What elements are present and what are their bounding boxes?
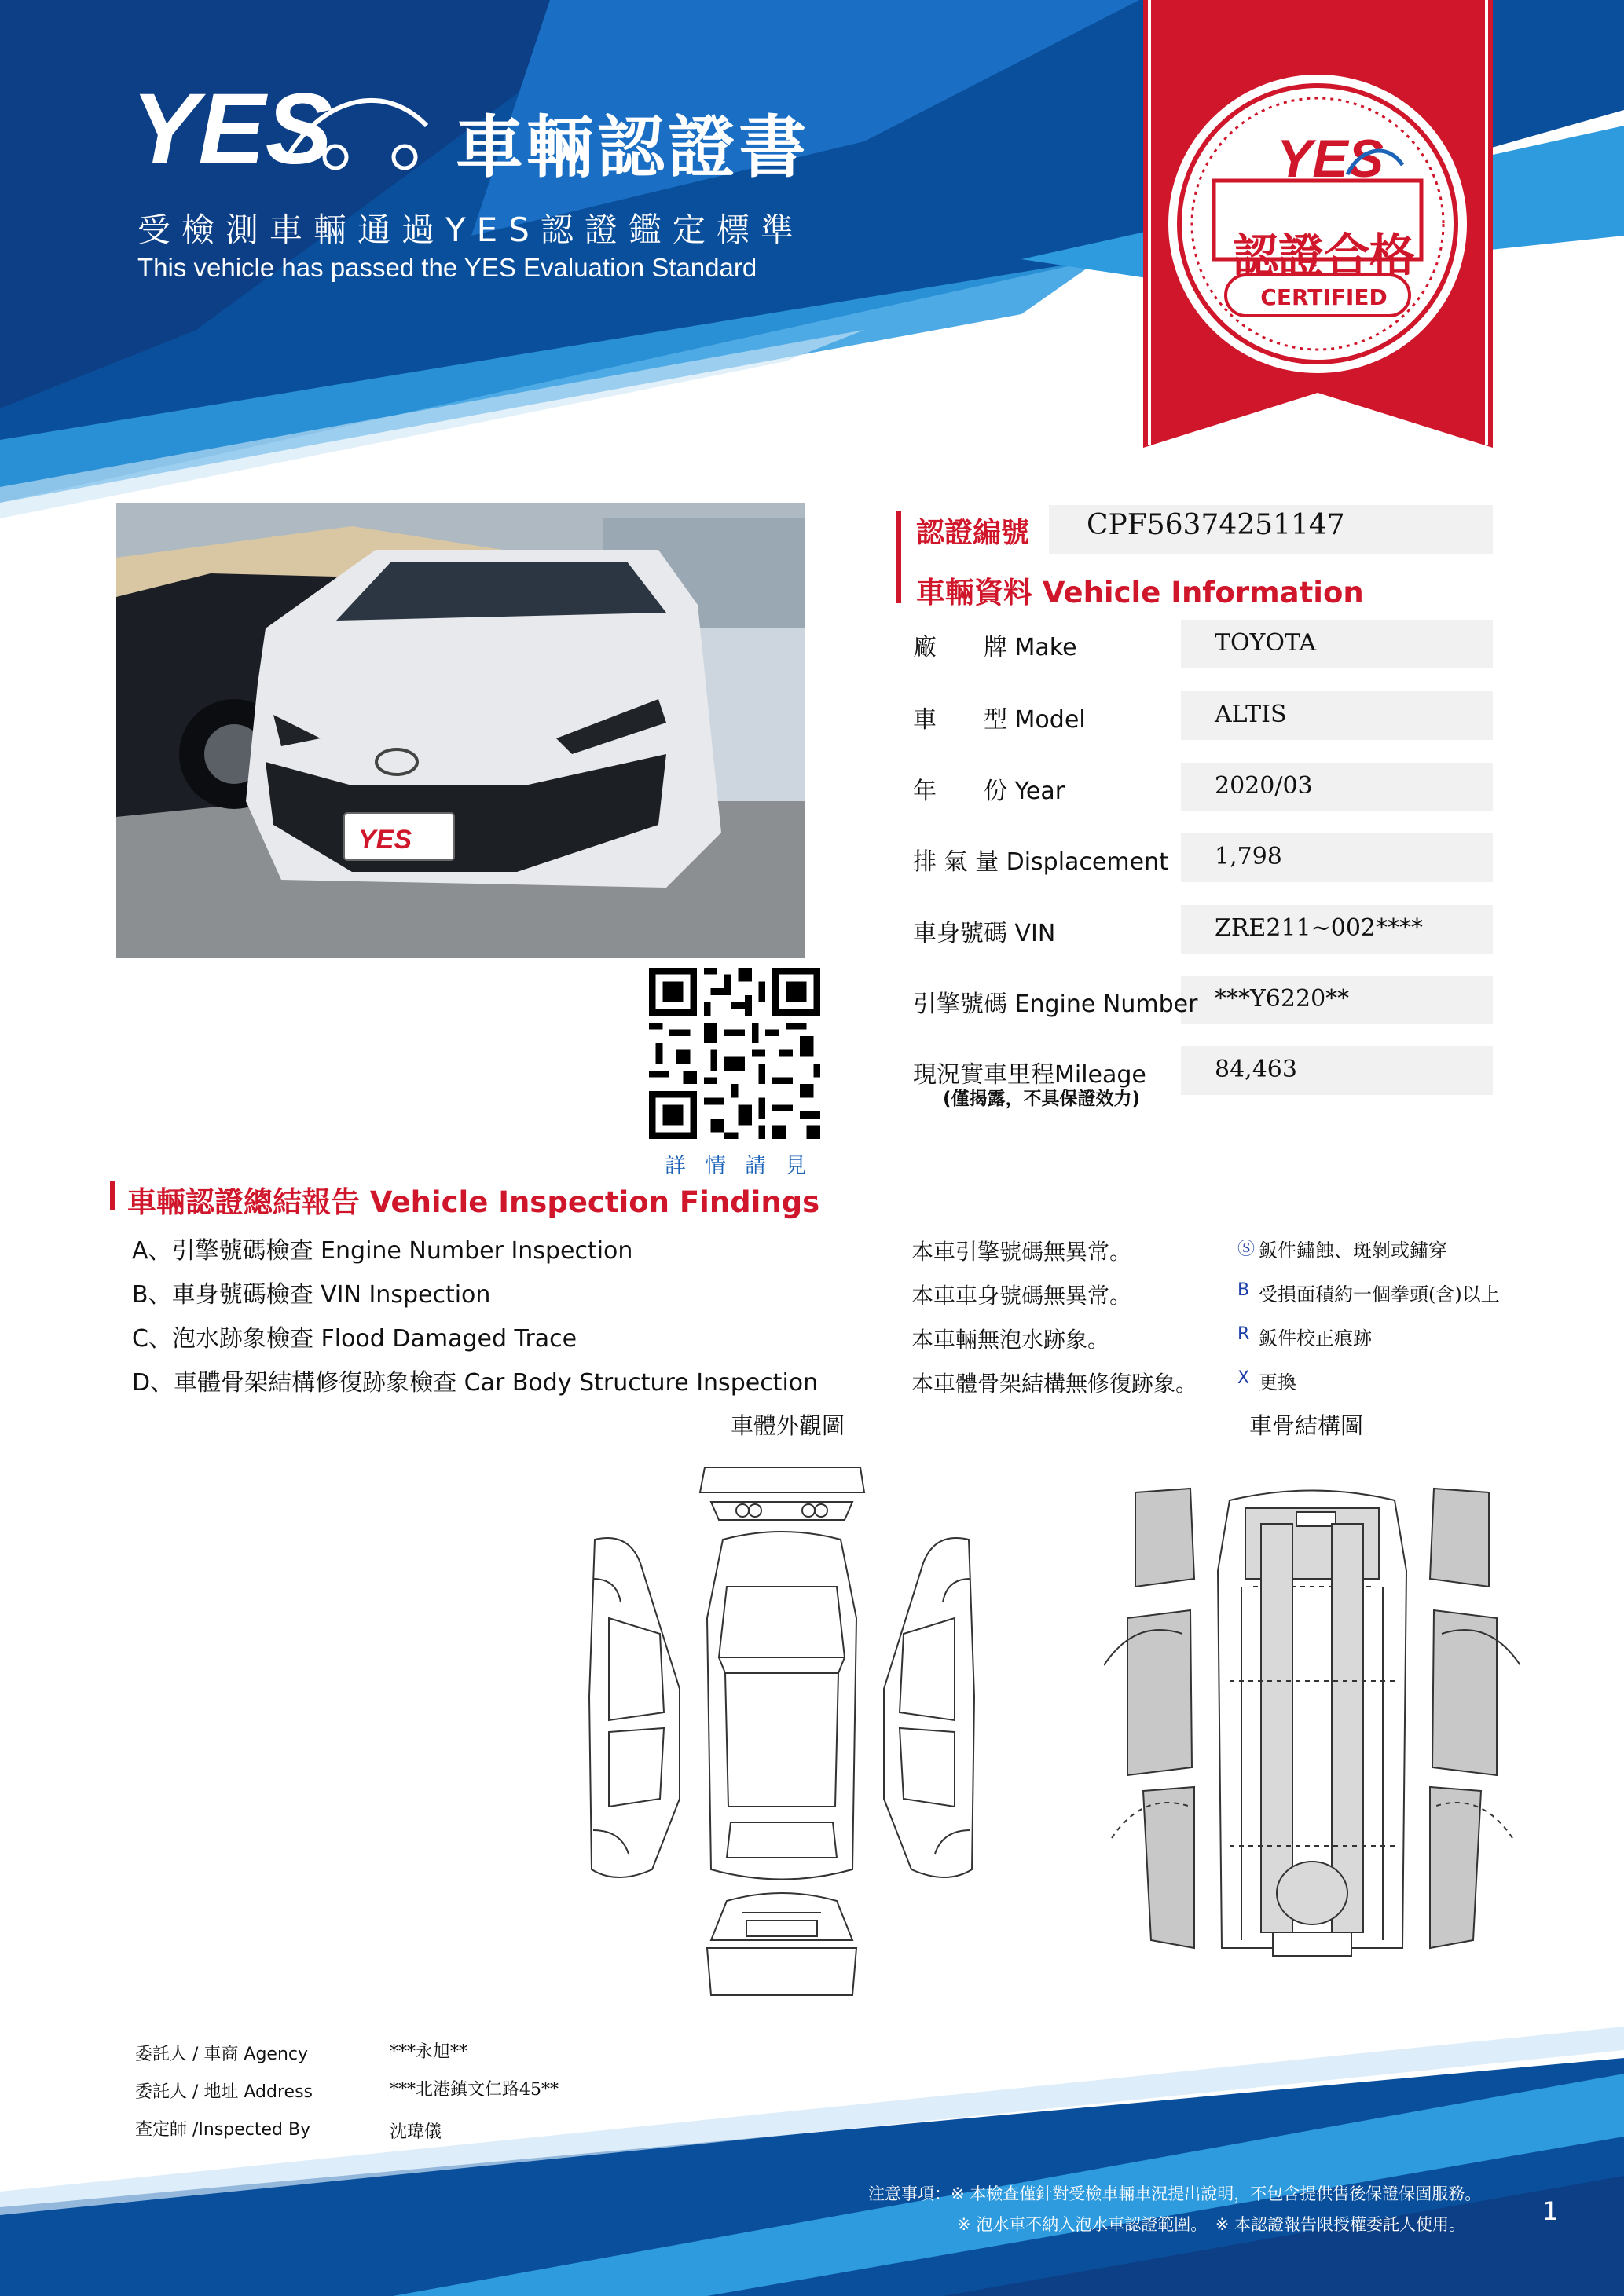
info-label-vin: 車身號碼 VIN [913, 920, 1056, 947]
vehicle-info-title: 車輛資料 Vehicle Information [916, 576, 1364, 610]
finding-label-d: D、車體骨架結構修復跡象檢查 Car Body Structure Inspection [132, 1369, 819, 1397]
finding-result-d: 本車體骨架結構無修復跡象。 [911, 1371, 1198, 1397]
legend-text-s: 鈑件鏽蝕、斑剝或鏽穿 [1259, 1240, 1447, 1262]
address-value: ***北港鎮文仁路45** [390, 2080, 559, 2100]
page-title: 車輛認證書 [456, 108, 809, 187]
legend-text-r: 鈑件校正痕跡 [1259, 1327, 1372, 1349]
subtitle-chinese: 受檢測車輛通過YES認證鑑定標準 [137, 211, 805, 249]
exterior-diagram-title: 車體外觀圖 [731, 1412, 845, 1439]
inspector-label: 查定師 /Inspected By [135, 2120, 311, 2140]
section-marker [110, 1181, 115, 1210]
info-label-make: 廠 牌 Make [913, 634, 1077, 661]
legend-symbol-x: X [1237, 1368, 1250, 1388]
info-value-displacement: 1,798 [1215, 843, 1282, 870]
finding-label-b: B、車身號碼檢查 VIN Inspection [132, 1281, 491, 1309]
info-label-displacement: 排 氣 量 Displacement [913, 848, 1168, 876]
findings-title: 車輛認證總結報告 Vehicle Inspection Findings [127, 1185, 820, 1219]
agency-label: 委託人 / 車商 Agency [135, 2045, 309, 2064]
legend-text-b: 受損面積約一個拳頭(含)以上 [1259, 1283, 1500, 1305]
info-label-year: 年 份 Year [913, 778, 1065, 805]
finding-label-a: A、引擎號碼檢查 Engine Number Inspection [132, 1237, 633, 1265]
structure-diagram-title: 車骨結構圖 [1249, 1412, 1364, 1439]
legend-text-x: 更換 [1259, 1371, 1296, 1393]
finding-label-c: C、泡水跡象檢查 Flood Damaged Trace [132, 1325, 577, 1353]
info-label-model: 車 型 Model [913, 706, 1086, 734]
seal-certified-text: 認證合格 [1232, 229, 1415, 282]
legend-symbol-s: Ⓢ [1237, 1240, 1256, 1259]
plate-logo-text: YES [358, 825, 412, 855]
mileage-note: (僅揭露，不具保證效力) [943, 1089, 1141, 1109]
info-label-mileage: 現況實車里程Mileage [913, 1061, 1146, 1089]
footer-note-2: ※ 泡水車不納入泡水車認證範圍。 ※ 本認證報告限授權委託人使用。 [957, 2215, 1466, 2234]
subtitle-english: This vehicle has passed the YES Evaluation Standard [137, 253, 757, 282]
section-marker [896, 511, 901, 603]
page-number: 1 [1542, 2196, 1559, 2226]
info-value-make: TOYOTA [1215, 629, 1317, 657]
seal-logo-text: YES [1277, 129, 1384, 189]
info-label-engine-number: 引擎號碼 Engine Number [913, 991, 1198, 1018]
finding-result-b: 本車車身號碼無異常。 [911, 1283, 1132, 1309]
agency-value: ***永旭** [390, 2042, 468, 2062]
exterior-diagram [585, 1461, 978, 2003]
qr-caption: 詳情請見 [665, 1154, 825, 1178]
yes-logo-text: YES [131, 73, 333, 185]
finding-result-c: 本車輛無泡水跡象。 [911, 1327, 1110, 1353]
seal-certified-english: CERTIFIED [1260, 284, 1388, 310]
info-value-engine-number: ***Y6220** [1215, 985, 1350, 1013]
qr-code[interactable] [649, 968, 820, 1139]
cert-number-label: 認證編號 [916, 517, 1030, 549]
footer-background [0, 2027, 1624, 2296]
info-value-year: 2020/03 [1215, 772, 1313, 800]
info-value-mileage: 84,463 [1215, 1056, 1297, 1083]
finding-result-a: 本車引擎號碼無異常。 [911, 1239, 1132, 1265]
info-value-model: ALTIS [1215, 701, 1287, 728]
inspector-value: 沈瑋儀 [390, 2122, 442, 2142]
yes-logo [130, 71, 428, 189]
legend-symbol-b: B [1237, 1280, 1250, 1300]
address-label: 委託人 / 地址 Address [135, 2082, 313, 2102]
vehicle-photo [116, 503, 805, 958]
footer-note-1: 注意事項：※ 本檢查僅針對受檢車輛車況提出說明，不包含提供售後保證保固服務。 [868, 2184, 1482, 2203]
cert-number-value: CPF56374251147 [1087, 509, 1345, 541]
legend-symbol-r: R [1237, 1324, 1250, 1344]
structure-diagram [1104, 1477, 1520, 1972]
info-value-vin: ZRE211~002**** [1215, 914, 1423, 942]
